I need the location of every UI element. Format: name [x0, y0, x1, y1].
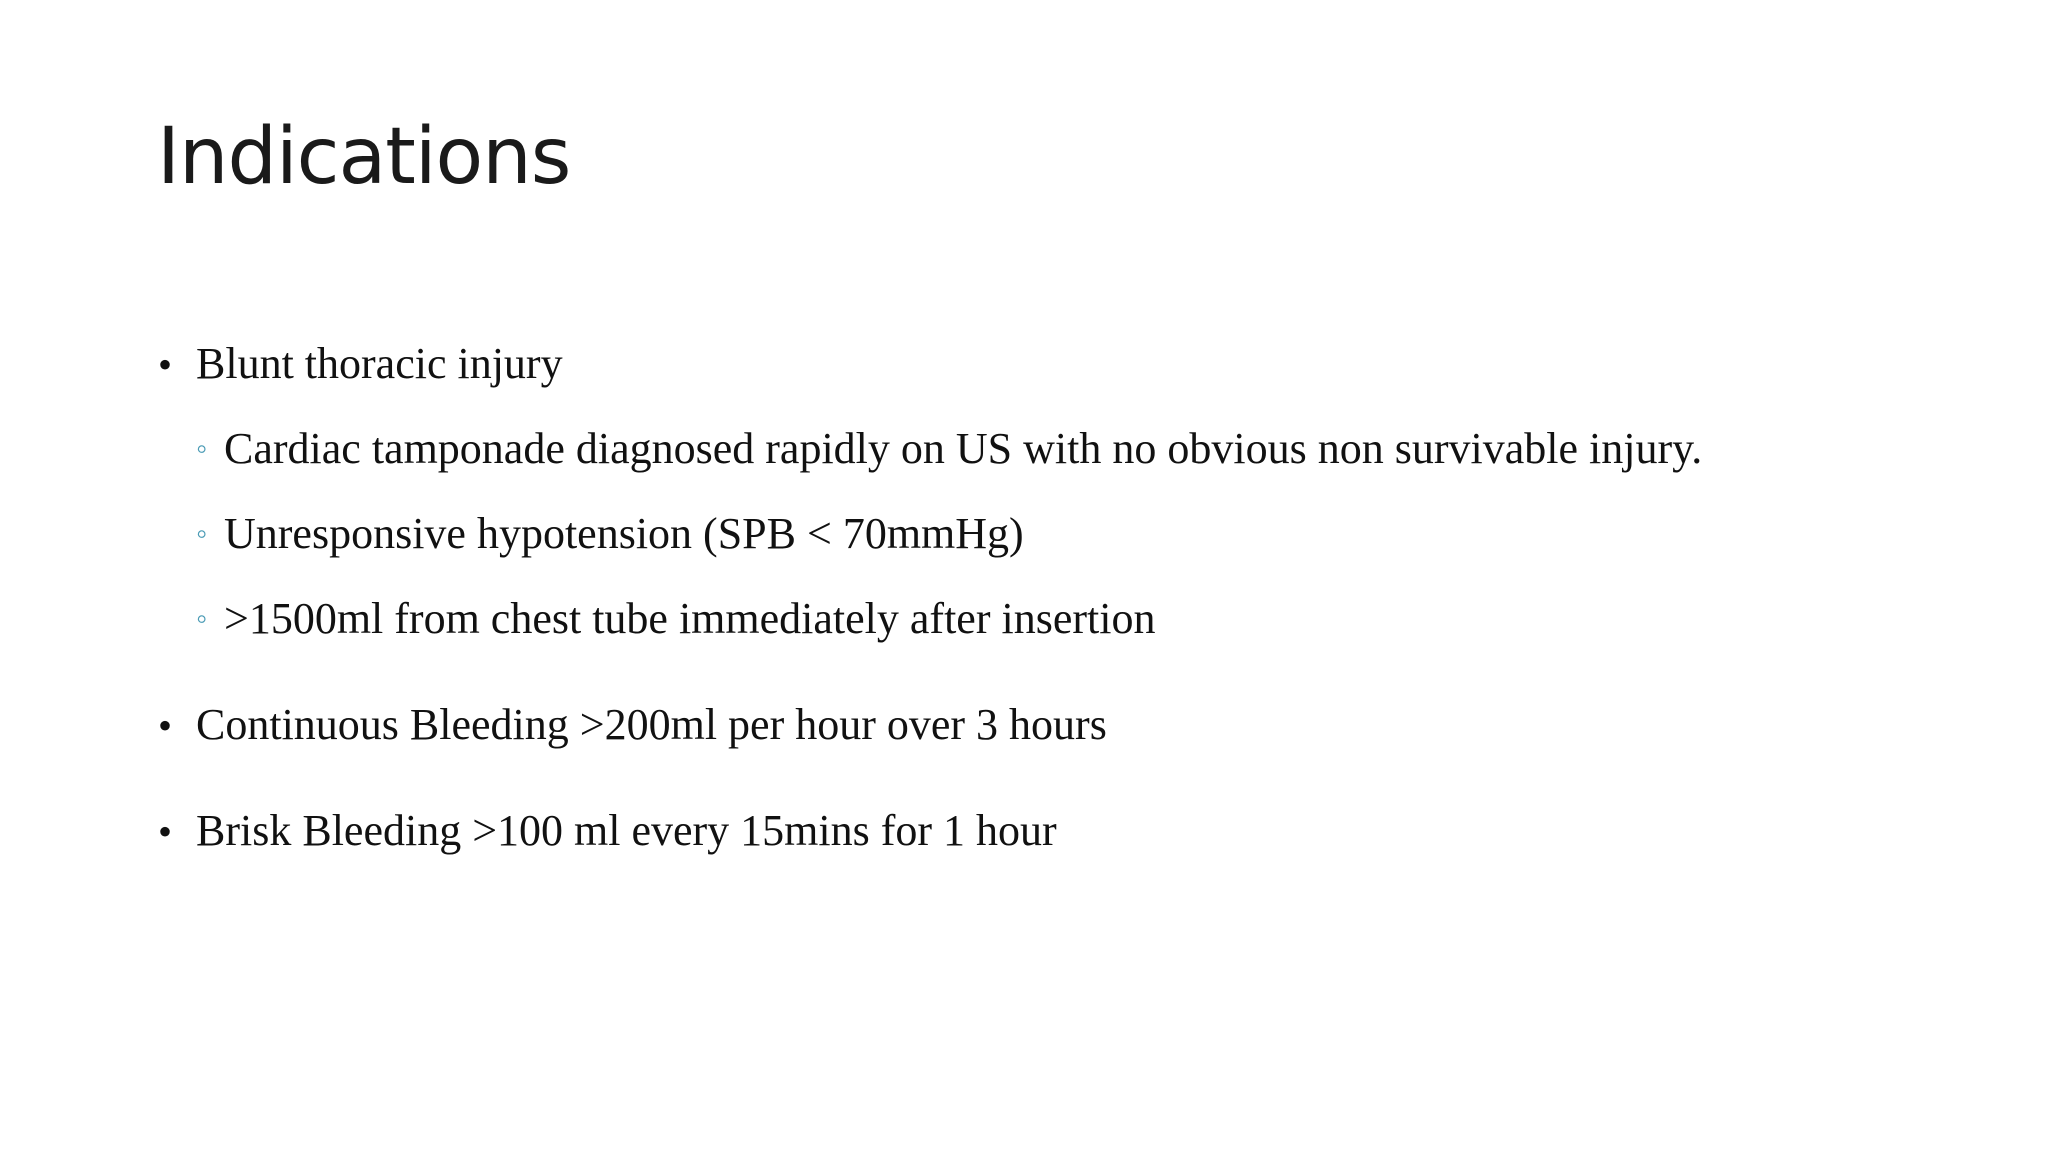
sub-bullet-text: >1500ml from chest tube immediately after insertion [224, 594, 1156, 643]
sub-bullet-item [196, 424, 1703, 473]
bullet-marker: • [158, 342, 173, 387]
sub-bullet-marker: ◦ [196, 600, 208, 636]
sub-bullet-item [196, 509, 1024, 558]
slide-title: Indications [157, 112, 571, 202]
sub-bullet-text: Unresponsive hypotension (SPB < 70mmHg) [224, 509, 1024, 558]
bullet-text: Brisk Bleeding >100 ml every 15mins for 1 hour [196, 806, 1057, 855]
sub-bullet-text: Cardiac tamponade diagnosed rapidly on US with no obvious non survivable injury. [224, 424, 1703, 473]
sub-bullet-item [196, 594, 1156, 643]
bullet-item [158, 700, 1107, 749]
sub-bullet-marker: ◦ [196, 515, 208, 551]
bullet-text: Continuous Bleeding >200ml per hour over 3 hours [196, 700, 1107, 749]
bullet-item [158, 339, 563, 388]
bullet-item [158, 806, 1057, 855]
sub-bullet-marker: ◦ [196, 430, 208, 466]
bullet-text: Blunt thoracic injury [196, 339, 563, 388]
bullet-marker: • [158, 703, 173, 748]
bullet-marker: • [158, 809, 173, 854]
